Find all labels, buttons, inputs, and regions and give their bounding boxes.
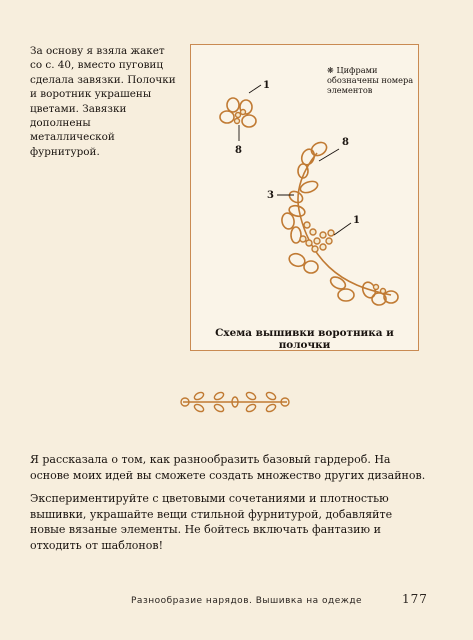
- embroidery-diagram: [191, 45, 420, 352]
- ornament-divider-icon: [179, 389, 291, 417]
- diagram-note: ❋ Цифрами обозначены номера элементов: [327, 65, 414, 95]
- label-8-right: 8: [342, 137, 349, 148]
- intro-text: За основу я взяла жакет со с. 40, вместо пуговиц сделала завязки. Полочки и воротник украшены цветами. Завязки дополнены металлической фурнитурой.: [30, 45, 176, 158]
- small-flower-motif: [220, 98, 256, 127]
- branch-motif: [281, 140, 398, 305]
- page-number: 177: [402, 592, 428, 606]
- paragraph-1: Я рассказала о том, как разнообразить базовый гардероб. На основе моих идей вы сможете создать множество других дизайнов.: [30, 453, 426, 482]
- diagram-caption: Схема вышивки воротника и полочки: [215, 327, 394, 351]
- label-1-top: 1: [263, 80, 270, 91]
- label-1-bottom: 1: [353, 215, 360, 226]
- footer-title: Разнообразие нарядов. Вышивка на одежде: [131, 596, 363, 606]
- label-3: 3: [267, 190, 274, 201]
- embroidery-diagram-frame: [190, 44, 419, 351]
- paragraph-2: Экспериментируйте с цветовыми сочетаниями и плотностью вышивки, украшайте вещи стильной фурнитурой, добавляйте новые вязаные элементы. Не бойтесь включать фантазию и отходить от шаблонов!: [30, 492, 393, 552]
- label-8-left: 8: [235, 145, 242, 156]
